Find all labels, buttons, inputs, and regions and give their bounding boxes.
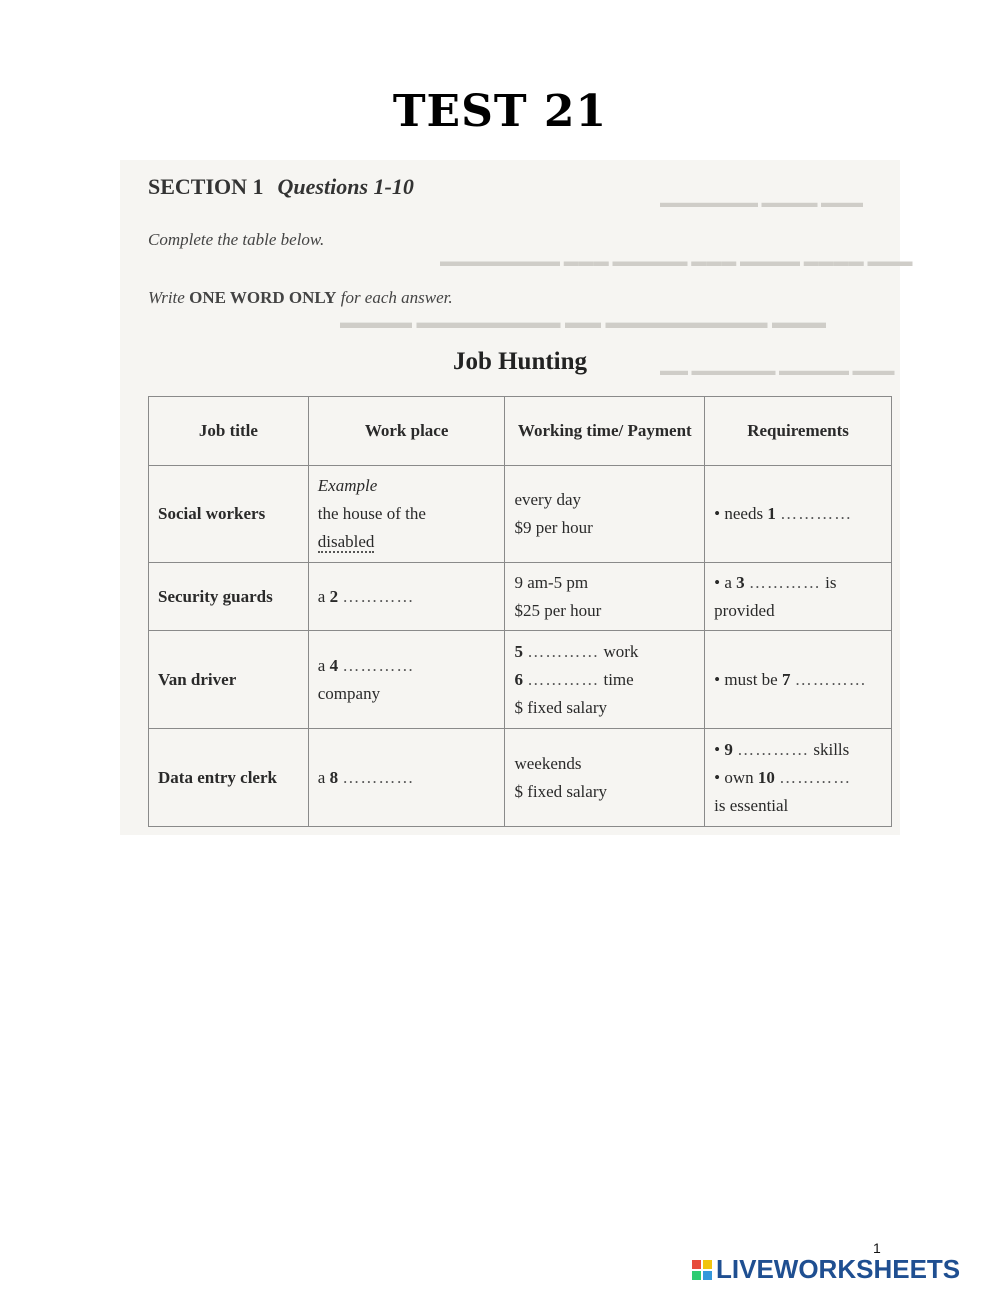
req-text: •	[714, 739, 721, 759]
logo-block	[703, 1271, 712, 1280]
header-working-time: Working time/ Payment	[505, 397, 705, 466]
question-number: 4	[329, 655, 339, 675]
header-job-title: Job title	[149, 397, 309, 466]
question-number: 2	[329, 586, 339, 606]
answer-blank-2[interactable]: …………	[342, 586, 415, 606]
answer-blank-3[interactable]: …………	[748, 572, 821, 592]
bleed-through-text: ▬▬▬ ▬▬▬▬▬▬▬▬▬ ▬▬ ▬▬▬▬▬▬▬▬ ▬▬▬▬	[340, 312, 826, 332]
liveworksheets-logo	[692, 1254, 960, 1285]
question-number: 6	[514, 669, 523, 689]
table-title: Job Hunting	[452, 348, 588, 375]
table-row	[149, 466, 892, 563]
req-text: • must be	[714, 669, 778, 689]
page-number: 1	[873, 1240, 881, 1256]
bleed-through-text: ▬▬▬ ▬▬▬▬ ▬▬▬▬ ▬▬▬ ▬▬▬▬▬ ▬▬▬ ▬▬▬▬▬▬▬▬	[440, 254, 913, 270]
place-text: a	[317, 586, 326, 606]
instruction-complete-table: Complete the table below.	[148, 230, 325, 249]
work-place-cell	[308, 466, 505, 563]
req-text: provided	[714, 600, 775, 620]
answer-blank-8[interactable]: …………	[342, 767, 415, 787]
work-place-cell	[308, 563, 505, 631]
place-text: a	[317, 655, 326, 675]
logo-block	[703, 1260, 712, 1269]
section-heading	[148, 174, 414, 200]
question-number: 1	[767, 504, 776, 523]
answer-blank-1[interactable]: …………	[780, 504, 853, 523]
place-text: a	[317, 767, 326, 787]
job-title-cell: Data entry clerk	[149, 729, 309, 827]
req-text: • needs	[714, 504, 764, 523]
answer-blank-10[interactable]: …………	[779, 767, 852, 787]
time-line: weekends	[514, 753, 582, 773]
working-time-cell	[505, 631, 705, 729]
pay-line: $ fixed salary	[514, 697, 607, 717]
instruction-word-limit	[148, 288, 453, 308]
question-number: 10	[757, 767, 775, 787]
working-time-cell	[505, 729, 705, 827]
job-hunting-table	[148, 396, 892, 827]
instruction-emphasis: ONE WORD ONLY	[189, 288, 337, 307]
job-title-cell: Van driver	[149, 631, 309, 729]
req-text: • own	[714, 767, 754, 787]
table-header-row	[149, 397, 892, 466]
answer-blank-5[interactable]: …………	[527, 641, 600, 661]
req-text: is essential	[714, 795, 789, 815]
question-number: 8	[329, 767, 339, 787]
req-text: • a	[714, 572, 732, 592]
job-title-cell: Social workers	[149, 466, 309, 563]
logo-block	[692, 1271, 701, 1280]
job-title-cell: Security guards	[149, 563, 309, 631]
example-answer: disabled	[317, 532, 375, 551]
table-row	[149, 729, 892, 827]
bleed-through-text: ▬▬▬ ▬▬▬▬▬ ▬▬▬▬▬▬ ▬▬	[660, 364, 895, 379]
answer-blank-7[interactable]: …………	[794, 669, 867, 689]
question-number: 7	[781, 669, 791, 689]
working-time-cell	[505, 466, 705, 563]
header-requirements: Requirements	[705, 397, 892, 466]
working-time-cell	[505, 563, 705, 631]
work-place-cell	[308, 631, 505, 729]
example-label: Example	[317, 476, 378, 495]
logo-block	[692, 1260, 701, 1269]
table-row	[149, 631, 892, 729]
pay-line: $25 per hour	[514, 600, 602, 620]
place-line: the house of the	[317, 504, 426, 523]
answer-blank-6[interactable]: …………	[527, 669, 600, 689]
work-place-cell	[308, 729, 505, 827]
table-row	[149, 563, 892, 631]
question-number: 3	[736, 572, 745, 592]
answer-blank-9[interactable]: …………	[737, 739, 810, 759]
pay-line: $9 per hour	[514, 518, 593, 537]
logo-blocks-icon	[692, 1260, 712, 1280]
requirements-cell	[705, 729, 892, 827]
req-text: is	[825, 572, 837, 592]
place-line: company	[317, 683, 381, 703]
answer-blank-4[interactable]: …………	[342, 655, 415, 675]
req-text: skills	[813, 739, 850, 759]
header-work-place: Work place	[308, 397, 505, 466]
instruction-suffix: for each answer.	[340, 288, 453, 307]
section-label: SECTION 1	[148, 174, 264, 199]
time-line: every day	[514, 490, 582, 509]
pay-line: $ fixed salary	[514, 781, 607, 801]
requirements-cell	[705, 466, 892, 563]
section-questions: Questions 1-10	[277, 174, 414, 199]
instruction-prefix: Write	[148, 288, 185, 307]
time-text: time	[603, 669, 634, 689]
time-line: 9 am-5 pm	[514, 572, 589, 592]
bleed-through-text: ▬▬▬ ▬▬▬▬ ▬▬▬▬▬▬▬	[660, 196, 863, 211]
question-number: 5	[514, 641, 523, 661]
logo-text: LIVEWORKSHEETS	[716, 1254, 961, 1284]
time-text: work	[603, 641, 639, 661]
question-number: 9	[724, 739, 733, 759]
requirements-cell	[705, 563, 892, 631]
requirements-cell	[705, 631, 892, 729]
worksheet-title: TEST 21	[392, 86, 608, 137]
